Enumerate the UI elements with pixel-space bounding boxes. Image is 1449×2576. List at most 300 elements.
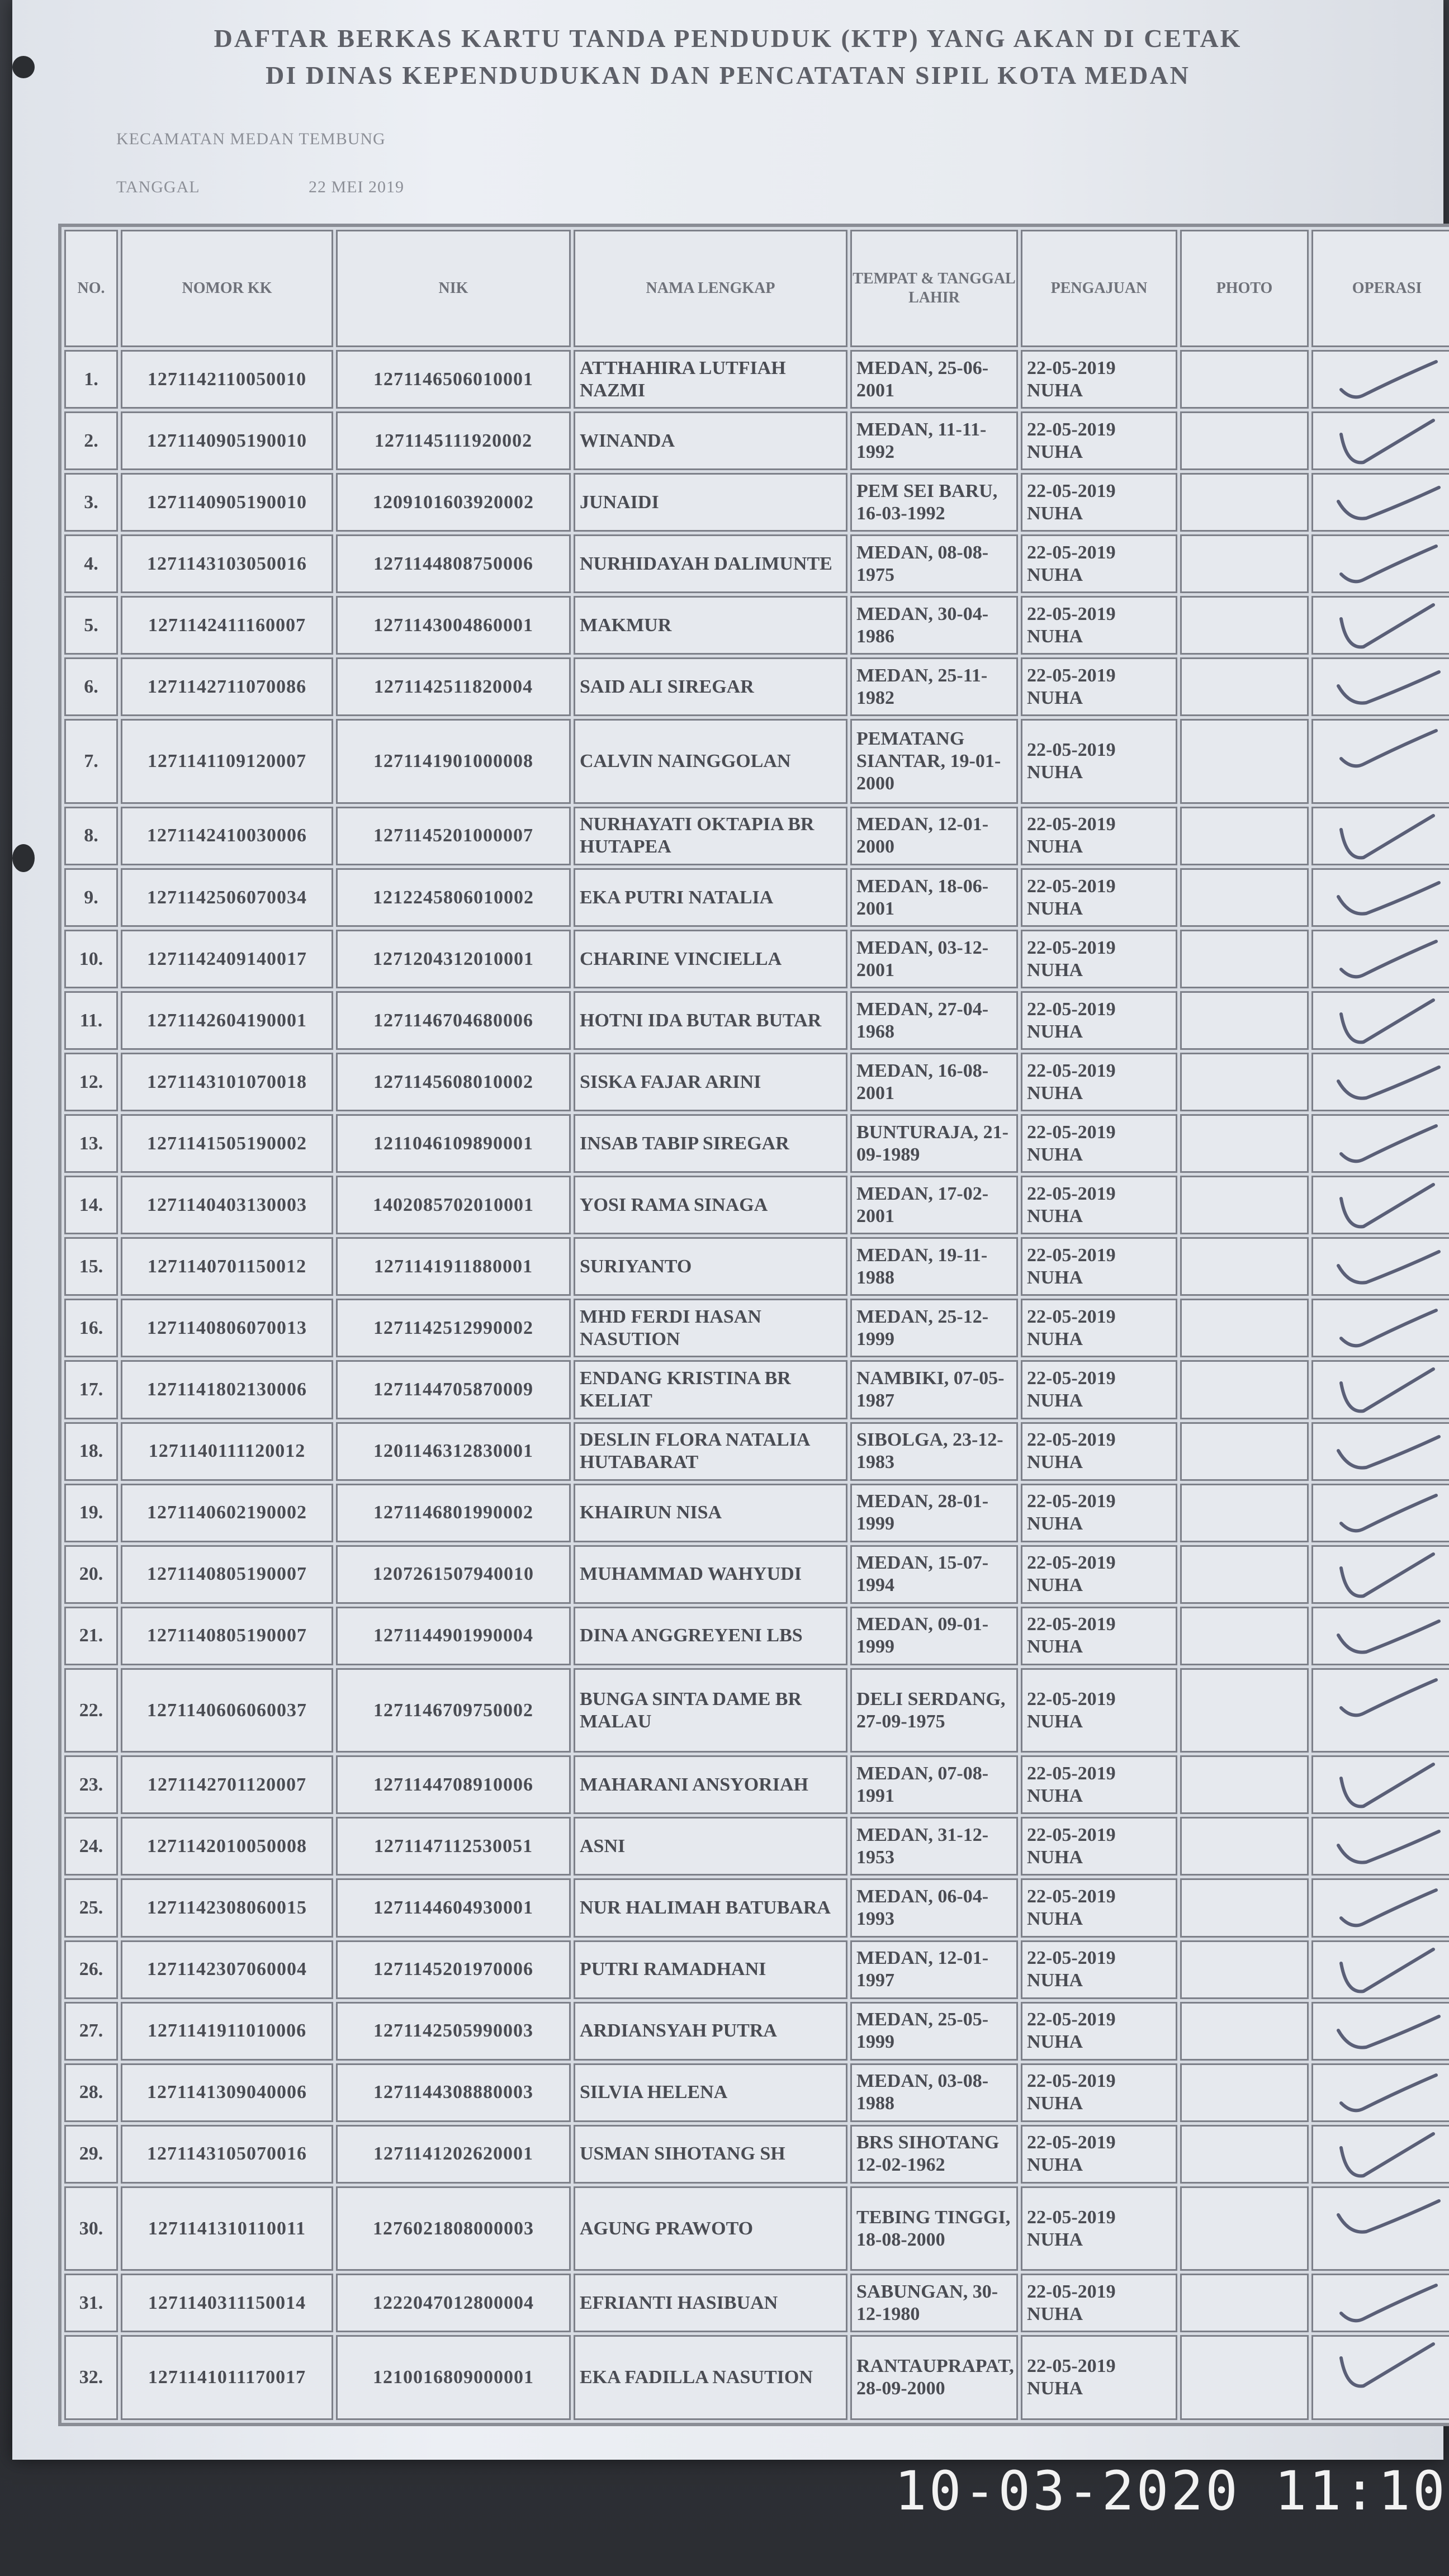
pengajuan-cell: 22-05-2019 NUHA	[1021, 1237, 1177, 1296]
nama-lengkap-cell: NURHAYATI OKTAPIA BR HUTAPEA	[574, 807, 847, 865]
nik-cell: 1209101603920002	[336, 473, 571, 532]
nomor-kk-cell: 1271142701120007	[121, 1755, 333, 1814]
tempat-tanggal-lahir-cell: MEDAN, 12-01-1997	[850, 1940, 1018, 1999]
checkmark-icon	[1330, 418, 1442, 468]
row-number: 17.	[64, 1360, 118, 1419]
checkmark-icon	[1330, 1428, 1442, 1479]
row-number: 7.	[64, 719, 118, 804]
nik-cell: 1276021808000003	[336, 2186, 571, 2271]
checkmark-icon	[1330, 1823, 1442, 1873]
table-row	[64, 1878, 1449, 1937]
checkmark-icon	[1330, 1243, 1442, 1294]
photo-cell	[1180, 1755, 1309, 1814]
header-nama-lengkap: NAMA LENGKAP	[574, 230, 847, 347]
photo-cell	[1180, 2002, 1309, 2061]
nik-cell: 1271146801990002	[336, 1484, 571, 1542]
photo-cell	[1180, 2186, 1309, 2271]
photo-cell	[1180, 1114, 1309, 1173]
photo-cell	[1180, 807, 1309, 865]
nik-cell: 1271145201970006	[336, 1940, 571, 1999]
table-row	[64, 1114, 1449, 1173]
pengajuan-cell: 22-05-2019 NUHA	[1021, 350, 1177, 409]
nomor-kk-cell: 1271141802130006	[121, 1360, 333, 1419]
tempat-tanggal-lahir-cell: MEDAN, 19-11-1988	[850, 1237, 1018, 1296]
pengajuan-cell: 22-05-2019 NUHA	[1021, 596, 1177, 655]
photo-cell	[1180, 2125, 1309, 2184]
tempat-tanggal-lahir-cell: MEDAN, 28-01-1999	[850, 1484, 1018, 1542]
photo-cell	[1180, 534, 1309, 593]
tempat-tanggal-lahir-cell: BUNTURAJA, 21-09-1989	[850, 1114, 1018, 1173]
tempat-tanggal-lahir-cell: MEDAN, 15-07-1994	[850, 1545, 1018, 1604]
tanggal-value: 22 MEI 2019	[309, 178, 404, 196]
row-number: 4.	[64, 534, 118, 593]
photo-cell	[1180, 596, 1309, 655]
document-subtitle: DI DINAS KEPENDUDUKAN DAN PENCATATAN SIPIL KOTA MEDAN	[266, 61, 1190, 89]
nomor-kk-cell: 1271140805190007	[121, 1545, 333, 1604]
row-number: 22.	[64, 1668, 118, 1753]
table-row	[64, 2335, 1449, 2420]
nomor-kk-cell: 1271140311150014	[121, 2274, 333, 2332]
nik-cell: 1271144808750006	[336, 534, 571, 593]
table-row	[64, 411, 1449, 470]
pengajuan-cell: 22-05-2019 NUHA	[1021, 868, 1177, 927]
pengajuan-cell: 22-05-2019 NUHA	[1021, 1878, 1177, 1937]
checkmark-icon	[1330, 1674, 1442, 1725]
nama-lengkap-cell: ENDANG KRISTINA BR KELIAT	[574, 1360, 847, 1419]
table-body	[64, 350, 1449, 2420]
row-number: 1.	[64, 350, 118, 409]
operasi-cell	[1311, 1114, 1449, 1173]
photo-cell	[1180, 1299, 1309, 1357]
checkmark-icon	[1330, 936, 1442, 986]
operasi-cell	[1311, 2186, 1449, 2271]
photo-cell	[1180, 1668, 1309, 1753]
tempat-tanggal-lahir-cell: NAMBIKI, 07-05-1987	[850, 1360, 1018, 1419]
nama-lengkap-cell: SAID ALI SIREGAR	[574, 657, 847, 716]
row-number: 8.	[64, 807, 118, 865]
pengajuan-cell: 22-05-2019 NUHA	[1021, 1668, 1177, 1753]
nama-lengkap-cell: EKA PUTRI NATALIA	[574, 868, 847, 927]
photo-cell	[1180, 1360, 1309, 1419]
checkmark-icon	[1330, 725, 1442, 775]
tempat-tanggal-lahir-cell: SABUNGAN, 30-12-1980	[850, 2274, 1018, 2332]
nomor-kk-cell: 1271142110050010	[121, 350, 333, 409]
nama-lengkap-cell: EFRIANTI HASIBUAN	[574, 2274, 847, 2332]
operasi-cell	[1311, 1422, 1449, 1481]
tempat-tanggal-lahir-cell: MEDAN, 31-12-1953	[850, 1817, 1018, 1876]
operasi-cell	[1311, 2125, 1449, 2184]
table-row	[64, 473, 1449, 532]
nomor-kk-cell: 1271142410030006	[121, 807, 333, 865]
nik-cell: 1271147112530051	[336, 1817, 571, 1876]
row-number: 9.	[64, 868, 118, 927]
nama-lengkap-cell: WINANDA	[574, 411, 847, 470]
nama-lengkap-cell: ASNI	[574, 1817, 847, 1876]
checkmark-icon	[1330, 1884, 1442, 1935]
row-number: 11.	[64, 991, 118, 1050]
row-number: 18.	[64, 1422, 118, 1481]
nomor-kk-cell: 1271142409140017	[121, 930, 333, 988]
table-row	[64, 930, 1449, 988]
pengajuan-cell: 22-05-2019 NUHA	[1021, 1755, 1177, 1814]
pengajuan-cell: 22-05-2019 NUHA	[1021, 2002, 1177, 2061]
row-number: 24.	[64, 1817, 118, 1876]
tempat-tanggal-lahir-cell: RANTAUPRAPAT, 28-09-2000	[850, 2335, 1018, 2420]
tempat-tanggal-lahir-cell: PEM SEI BARU, 16-03-1992	[850, 473, 1018, 532]
operasi-cell	[1311, 350, 1449, 409]
pengajuan-cell: 22-05-2019 NUHA	[1021, 2186, 1177, 2271]
photo-cell	[1180, 1878, 1309, 1937]
operasi-cell	[1311, 1484, 1449, 1542]
table-row	[64, 657, 1449, 716]
nik-cell: 1271144708910006	[336, 1755, 571, 1814]
row-number: 16.	[64, 1299, 118, 1357]
operasi-cell	[1311, 1545, 1449, 1604]
table-row	[64, 719, 1449, 804]
checkmark-icon	[1330, 541, 1442, 591]
nama-lengkap-cell: AGUNG PRAWOTO	[574, 2186, 847, 2271]
nik-cell: 1402085702010001	[336, 1176, 571, 1234]
table-row	[64, 2063, 1449, 2122]
table-row	[64, 534, 1449, 593]
table-row	[64, 2125, 1449, 2184]
nama-lengkap-cell: MAHARANI ANSYORIAH	[574, 1755, 847, 1814]
pengajuan-cell: 22-05-2019 NUHA	[1021, 1940, 1177, 1999]
nama-lengkap-cell: SURIYANTO	[574, 1237, 847, 1296]
checkmark-icon	[1330, 479, 1442, 529]
nama-lengkap-cell: SILVIA HELENA	[574, 2063, 847, 2122]
row-number: 32.	[64, 2335, 118, 2420]
header-nomor-kk: NOMOR KK	[121, 230, 333, 347]
nik-cell: 1271145111920002	[336, 411, 571, 470]
tempat-tanggal-lahir-cell: MEDAN, 17-02-2001	[850, 1176, 1018, 1234]
nik-cell: 1201146312830001	[336, 1422, 571, 1481]
operasi-cell	[1311, 596, 1449, 655]
table-row	[64, 350, 1449, 409]
table-row	[64, 1237, 1449, 1296]
header-pengajuan: PENGAJUAN	[1021, 230, 1177, 347]
photo-cell	[1180, 930, 1309, 988]
pengajuan-cell: 22-05-2019 NUHA	[1021, 473, 1177, 532]
operasi-cell	[1311, 930, 1449, 988]
checkmark-icon	[1330, 602, 1442, 652]
photo-cell	[1180, 719, 1309, 804]
nama-lengkap-cell: BUNGA SINTA DAME BR MALAU	[574, 1668, 847, 1753]
tempat-tanggal-lahir-cell: MEDAN, 11-11-1992	[850, 411, 1018, 470]
table-row	[64, 1607, 1449, 1665]
nomor-kk-cell: 1271140701150012	[121, 1237, 333, 1296]
operasi-cell	[1311, 1755, 1449, 1814]
tempat-tanggal-lahir-cell: MEDAN, 16-08-2001	[850, 1053, 1018, 1111]
nomor-kk-cell: 1271140805190007	[121, 1607, 333, 1665]
nama-lengkap-cell: CHARINE VINCIELLA	[574, 930, 847, 988]
photo-cell	[1180, 1607, 1309, 1665]
table-row	[64, 868, 1449, 927]
checkmark-icon	[1330, 1761, 1442, 1812]
nomor-kk-cell: 1271142308060015	[121, 1878, 333, 1937]
checkmark-icon	[1330, 1551, 1442, 1602]
nomor-kk-cell: 1271141911010006	[121, 2002, 333, 2061]
operasi-cell	[1311, 991, 1449, 1050]
header-nik: NIK	[336, 230, 571, 347]
nomor-kk-cell: 1271141505190002	[121, 1114, 333, 1173]
operasi-cell	[1311, 1237, 1449, 1296]
checkmark-icon	[1330, 2280, 1442, 2330]
pengajuan-cell: 22-05-2019 NUHA	[1021, 1422, 1177, 1481]
table-row	[64, 1755, 1449, 1814]
nama-lengkap-cell: SISKA FAJAR ARINI	[574, 1053, 847, 1111]
pengajuan-cell: 22-05-2019 NUHA	[1021, 807, 1177, 865]
table-row	[64, 2002, 1449, 2061]
tempat-tanggal-lahir-cell: MEDAN, 09-01-1999	[850, 1607, 1018, 1665]
tempat-tanggal-lahir-cell: MEDAN, 08-08-1975	[850, 534, 1018, 593]
tempat-tanggal-lahir-cell: MEDAN, 25-11-1982	[850, 657, 1018, 716]
row-number: 12.	[64, 1053, 118, 1111]
row-number: 27.	[64, 2002, 118, 2061]
operasi-cell	[1311, 411, 1449, 470]
nama-lengkap-cell: PUTRI RAMADHANI	[574, 1940, 847, 1999]
nama-lengkap-cell: NUR HALIMAH BATUBARA	[574, 1878, 847, 1937]
pengajuan-cell: 22-05-2019 NUHA	[1021, 411, 1177, 470]
nik-cell: 1212245806010002	[336, 868, 571, 927]
operasi-cell	[1311, 1053, 1449, 1111]
checkmark-icon	[1330, 2131, 1442, 2181]
photo-cell	[1180, 2335, 1309, 2420]
checkmark-icon	[1330, 1947, 1442, 1997]
nik-cell: 1271142512990002	[336, 1299, 571, 1357]
nama-lengkap-cell: YOSI RAMA SINAGA	[574, 1176, 847, 1234]
nama-lengkap-cell: CALVIN NAINGGOLAN	[574, 719, 847, 804]
nik-cell: 1271141901000008	[336, 719, 571, 804]
nomor-kk-cell: 1271140602190002	[121, 1484, 333, 1542]
nama-lengkap-cell: MUHAMMAD WAHYUDI	[574, 1545, 847, 1604]
nik-cell: 1271143004860001	[336, 596, 571, 655]
ktp-table	[58, 224, 1449, 2426]
nomor-kk-cell: 1271140806070013	[121, 1299, 333, 1357]
nik-cell: 1271145201000007	[336, 807, 571, 865]
pengajuan-cell: 22-05-2019 NUHA	[1021, 2063, 1177, 2122]
table-row	[64, 807, 1449, 865]
operasi-cell	[1311, 2002, 1449, 2061]
photo-cell	[1180, 2063, 1309, 2122]
checkmark-icon	[1330, 874, 1442, 925]
nama-lengkap-cell: DESLIN FLORA NATALIA HUTABARAT	[574, 1422, 847, 1481]
photo-cell	[1180, 1940, 1309, 1999]
nomor-kk-cell: 1271142604190001	[121, 991, 333, 1050]
row-number: 23.	[64, 1755, 118, 1814]
table-row	[64, 1545, 1449, 1604]
paper-sheet	[12, 0, 1443, 2460]
tempat-tanggal-lahir-cell: MEDAN, 12-01-2000	[850, 807, 1018, 865]
nama-lengkap-cell: INSAB TABIP SIREGAR	[574, 1114, 847, 1173]
operasi-cell	[1311, 2335, 1449, 2420]
nomor-kk-cell: 1271140905190010	[121, 411, 333, 470]
checkmark-icon	[1330, 1182, 1442, 1232]
pengajuan-cell: 22-05-2019 NUHA	[1021, 1176, 1177, 1234]
tempat-tanggal-lahir-cell: MEDAN, 25-06-2001	[850, 350, 1018, 409]
nik-cell: 1271204312010001	[336, 930, 571, 988]
checkmark-icon	[1330, 2008, 1442, 2058]
table-row	[64, 1940, 1449, 1999]
nik-cell: 1211046109890001	[336, 1114, 571, 1173]
pengajuan-cell: 22-05-2019 NUHA	[1021, 1484, 1177, 1542]
header-photo: PHOTO	[1180, 230, 1309, 347]
row-number: 19.	[64, 1484, 118, 1542]
photo-cell	[1180, 1053, 1309, 1111]
nomor-kk-cell: 1271142411160007	[121, 596, 333, 655]
row-number: 31.	[64, 2274, 118, 2332]
nama-lengkap-cell: EKA FADILLA NASUTION	[574, 2335, 847, 2420]
operasi-cell	[1311, 1176, 1449, 1234]
header-tempat-tanggal-lahir: TEMPAT & TANGGAL LAHIR	[850, 230, 1018, 347]
nomor-kk-cell: 1271140403130003	[121, 1176, 333, 1234]
pengajuan-cell: 22-05-2019 NUHA	[1021, 534, 1177, 593]
photo-cell	[1180, 350, 1309, 409]
pengajuan-cell: 22-05-2019 NUHA	[1021, 1114, 1177, 1173]
row-number: 30.	[64, 2186, 118, 2271]
nik-cell: 1271145608010002	[336, 1053, 571, 1111]
row-number: 10.	[64, 930, 118, 988]
nomor-kk-cell: 1271143101070018	[121, 1053, 333, 1111]
nama-lengkap-cell: DINA ANGGREYENI LBS	[574, 1607, 847, 1665]
pengajuan-cell: 22-05-2019 NUHA	[1021, 1053, 1177, 1111]
nik-cell: 1207261507940010	[336, 1545, 571, 1604]
nomor-kk-cell: 1271141310110011	[121, 2186, 333, 2271]
tempat-tanggal-lahir-cell: MEDAN, 07-08-1991	[850, 1755, 1018, 1814]
row-number: 2.	[64, 411, 118, 470]
tempat-tanggal-lahir-cell: MEDAN, 25-12-1999	[850, 1299, 1018, 1357]
nik-cell: 1271146709750002	[336, 1668, 571, 1753]
nomor-kk-cell: 1271143103050016	[121, 534, 333, 593]
nomor-kk-cell: 1271142506070034	[121, 868, 333, 927]
nomor-kk-cell: 1271141011170017	[121, 2335, 333, 2420]
nik-cell: 1271146506010001	[336, 350, 571, 409]
nomor-kk-cell: 1271142010050008	[121, 1817, 333, 1876]
tempat-tanggal-lahir-cell: MEDAN, 30-04-1986	[850, 596, 1018, 655]
row-number: 25.	[64, 1878, 118, 1937]
tempat-tanggal-lahir-cell: PEMATANG SIANTAR, 19-01-2000	[850, 719, 1018, 804]
header-operasi: OPERASI	[1311, 230, 1449, 347]
tanggal-label: TANGGAL	[116, 178, 200, 196]
tempat-tanggal-lahir-cell: MEDAN, 03-08-1988	[850, 2063, 1018, 2122]
pengajuan-cell: 22-05-2019 NUHA	[1021, 2274, 1177, 2332]
nama-lengkap-cell: ARDIANSYAH PUTRA	[574, 2002, 847, 2061]
nik-cell: 1271144604930001	[336, 1878, 571, 1937]
pengajuan-cell: 22-05-2019 NUHA	[1021, 930, 1177, 988]
nik-cell: 1271146704680006	[336, 991, 571, 1050]
row-number: 14.	[64, 1176, 118, 1234]
pengajuan-cell: 22-05-2019 NUHA	[1021, 2335, 1177, 2420]
tempat-tanggal-lahir-cell: SIBOLGA, 23-12-1983	[850, 1422, 1018, 1481]
photo-cell	[1180, 1422, 1309, 1481]
operasi-cell	[1311, 1878, 1449, 1937]
checkmark-icon	[1330, 2341, 1442, 2392]
operasi-cell	[1311, 1817, 1449, 1876]
photo-cell	[1180, 1545, 1309, 1604]
checkmark-icon	[1330, 1366, 1442, 1417]
checkmark-icon	[1330, 2070, 1442, 2120]
checkmark-icon	[1330, 997, 1442, 1048]
photo-cell	[1180, 1484, 1309, 1542]
checkmark-icon	[1330, 1305, 1442, 1355]
table-row	[64, 1422, 1449, 1481]
nomor-kk-cell: 1271140606060037	[121, 1668, 333, 1753]
table-row	[64, 1484, 1449, 1542]
photo-cell	[1180, 411, 1309, 470]
pengajuan-cell: 22-05-2019 NUHA	[1021, 1817, 1177, 1876]
table-row	[64, 1176, 1449, 1234]
row-number: 5.	[64, 596, 118, 655]
tempat-tanggal-lahir-cell: MEDAN, 27-04-1968	[850, 991, 1018, 1050]
nomor-kk-cell: 1271140905190010	[121, 473, 333, 532]
operasi-cell	[1311, 657, 1449, 716]
photo-cell	[1180, 657, 1309, 716]
pengajuan-cell: 22-05-2019 NUHA	[1021, 2125, 1177, 2184]
nik-cell: 1271144901990004	[336, 1607, 571, 1665]
operasi-cell	[1311, 719, 1449, 804]
operasi-cell	[1311, 1940, 1449, 1999]
table-row	[64, 1668, 1449, 1753]
pengajuan-cell: 22-05-2019 NUHA	[1021, 1299, 1177, 1357]
table-row	[64, 1360, 1449, 1419]
row-number: 28.	[64, 2063, 118, 2122]
nik-cell: 1222047012800004	[336, 2274, 571, 2332]
nama-lengkap-cell: MHD FERDI HASAN NASUTION	[574, 1299, 847, 1357]
checkmark-icon	[1330, 664, 1442, 714]
kecamatan-label: KECAMATAN MEDAN TEMBUNG	[116, 130, 386, 148]
photo-timestamp: 10-03-2020 11:10	[894, 2460, 1447, 2522]
checkmark-icon	[1330, 1613, 1442, 1663]
operasi-cell	[1311, 534, 1449, 593]
pengajuan-cell: 22-05-2019 NUHA	[1021, 991, 1177, 1050]
nomor-kk-cell: 1271143105070016	[121, 2125, 333, 2184]
pengajuan-cell: 22-05-2019 NUHA	[1021, 1607, 1177, 1665]
operasi-cell	[1311, 2274, 1449, 2332]
punch-hole	[12, 844, 35, 872]
tempat-tanggal-lahir-cell: MEDAN, 18-06-2001	[850, 868, 1018, 927]
tempat-tanggal-lahir-cell: TEBING TINGGI, 18-08-2000	[850, 2186, 1018, 2271]
nomor-kk-cell: 1271141309040006	[121, 2063, 333, 2122]
pengajuan-cell: 22-05-2019 NUHA	[1021, 1360, 1177, 1419]
row-number: 26.	[64, 1940, 118, 1999]
checkmark-icon	[1330, 1490, 1442, 1540]
operasi-cell	[1311, 1360, 1449, 1419]
table-row	[64, 2274, 1449, 2332]
row-number: 29.	[64, 2125, 118, 2184]
tempat-tanggal-lahir-cell: MEDAN, 06-04-1993	[850, 1878, 1018, 1937]
nik-cell: 1210016809000001	[336, 2335, 571, 2420]
photo-cell	[1180, 991, 1309, 1050]
operasi-cell	[1311, 1668, 1449, 1753]
table-row	[64, 1053, 1449, 1111]
nik-cell: 1271141202620001	[336, 2125, 571, 2184]
header-no: NO.	[64, 230, 118, 347]
operasi-cell	[1311, 2063, 1449, 2122]
nama-lengkap-cell: HOTNI IDA BUTAR BUTAR	[574, 991, 847, 1050]
nik-cell: 1271144705870009	[336, 1360, 571, 1419]
row-number: 3.	[64, 473, 118, 532]
row-number: 13.	[64, 1114, 118, 1173]
table-header-row	[64, 230, 1449, 347]
pengajuan-cell: 22-05-2019 NUHA	[1021, 719, 1177, 804]
nik-cell: 1271142511820004	[336, 657, 571, 716]
table-row	[64, 1299, 1449, 1357]
table-row	[64, 1817, 1449, 1876]
table-row	[64, 2186, 1449, 2271]
row-number: 15.	[64, 1237, 118, 1296]
operasi-cell	[1311, 1607, 1449, 1665]
checkmark-icon	[1330, 1120, 1442, 1171]
